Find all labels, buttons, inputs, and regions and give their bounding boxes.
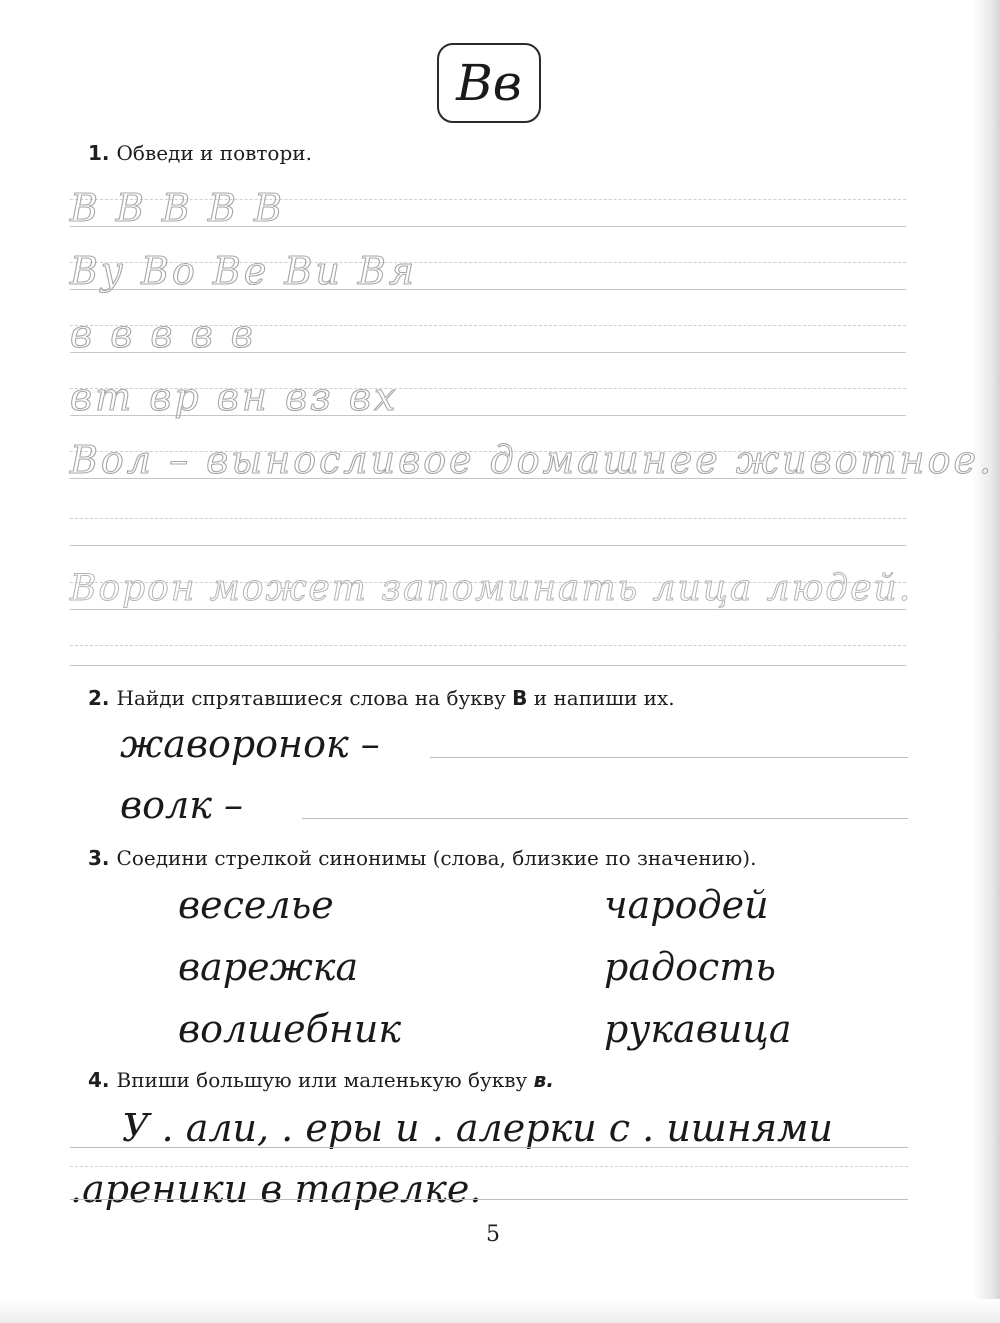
task1-heading — [88, 141, 312, 165]
task3-number: 3. — [88, 846, 110, 870]
task4-number: 4. — [88, 1068, 110, 1092]
task2-heading — [88, 686, 675, 710]
trace-line-5[interactable]: Вол – выносливое домашнее животное. — [70, 438, 995, 482]
hidden-word-2: волк – — [120, 783, 243, 827]
ruled-line — [70, 609, 906, 610]
task4-instruction-letter: в. — [533, 1068, 554, 1092]
ruled-line — [70, 518, 906, 519]
task2-instruction-before: Найди спрятавшиеся слова на букву — [116, 686, 506, 710]
hidden-word-1: жаворонок – — [120, 722, 380, 766]
trace-line-1[interactable]: В В В В В — [70, 186, 285, 230]
page-edge-shadow — [972, 0, 1000, 1323]
letter-title: Вв — [456, 54, 522, 112]
letter-title-badge — [437, 43, 541, 123]
ruled-line — [70, 545, 906, 546]
task2-instruction-after: и напиши их. — [533, 686, 675, 710]
task4-ruled-line-3 — [70, 1199, 908, 1200]
task4-heading — [88, 1068, 554, 1092]
synonym-left-2[interactable]: варежка — [178, 945, 359, 989]
synonym-right-1[interactable]: чародей — [604, 883, 769, 927]
task2-instruction-letter: В — [512, 686, 528, 710]
synonym-right-2[interactable]: радость — [604, 945, 776, 989]
trace-line-6[interactable]: Ворон может запоминать лица людей. — [70, 568, 913, 609]
task1-number: 1. — [88, 141, 110, 165]
synonym-left-1[interactable]: веселье — [178, 883, 334, 927]
trace-line-2[interactable]: Ву Во Ве Ви Вя — [70, 249, 417, 293]
ruled-line — [70, 645, 906, 646]
fill-sentence-line-2[interactable]: .ареники в тарелке. — [70, 1167, 482, 1211]
task2-number: 2. — [88, 686, 110, 710]
task4-instruction-before: Впиши большую или маленькую букву — [116, 1068, 528, 1092]
answer-line-1[interactable] — [430, 757, 908, 758]
synonym-left-3[interactable]: волшебник — [178, 1007, 402, 1051]
ruled-line — [70, 665, 906, 666]
trace-line-4[interactable]: вт вр вн вз вх — [70, 375, 399, 419]
task1-instruction: Обведи и повтори. — [116, 141, 312, 165]
synonym-right-3[interactable]: рукавица — [604, 1007, 792, 1051]
trace-line-3[interactable]: в в в в в — [70, 312, 256, 356]
fill-sentence-line-1[interactable]: У . али, . еры и . алерки с . ишнями — [122, 1106, 833, 1150]
page-number: 5 — [486, 1222, 500, 1247]
answer-line-2[interactable] — [302, 818, 908, 819]
page-edge-shadow-bottom — [0, 1299, 1000, 1323]
task3-instruction: Соедини стрелкой синонимы (слова, близкие по значению). — [116, 846, 757, 870]
task4-ruled-line-1 — [70, 1147, 908, 1148]
task3-heading — [88, 846, 756, 870]
